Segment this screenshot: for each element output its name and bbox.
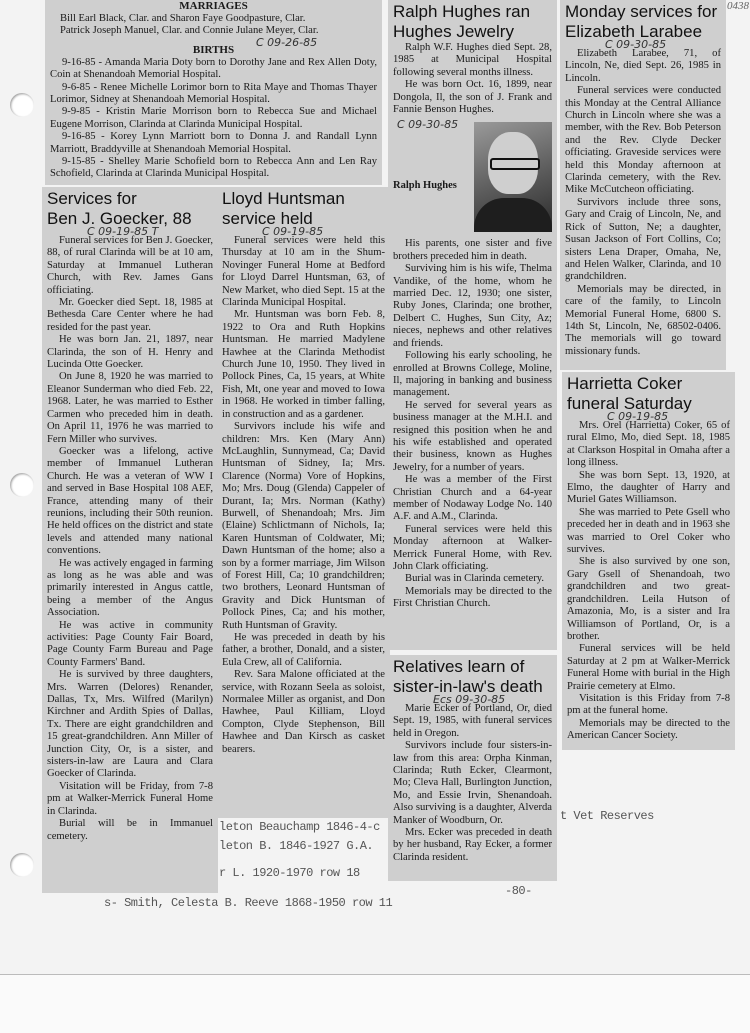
birth-entry: 9-9-85 - Kristin Marie Morrison born to Rebecca Sue and Michael Eugene Morrison, Clarinda at Clarinda Municipal Hospital. bbox=[50, 106, 377, 130]
handwritten-date: C 09-26-85 bbox=[256, 35, 318, 49]
paragraph: Goecker was a lifelong, active member of Immanuel Lutheran Church. He was a veteran of WW I and served in Base Hospital 108 AEF, France, attending many of their reunions, including their 50th reunion. He held offices on the district and state levels and attended many national conventions. bbox=[47, 445, 213, 557]
marriages-heading: MARRIAGES bbox=[179, 0, 248, 12]
punch-hole bbox=[10, 473, 34, 497]
paragraph: Survivors include three sons, Gary and Craig of Lincoln, Ne, and Rick of Sutton, Ne; a daughter, Susan Jackson of Fort Collins, Co; sisters Lena Draper, Omaha, Ne, and Helen Walker, Clarinda, and 10 grandchildren. bbox=[565, 196, 721, 283]
paragraph: On June 8, 1920 he was married to Eleanor Sunderman who died Feb. 22, 1968. Later, he was married to Esther Carmen who preceded him in death. On April 11, 1976 he was married to Fern Miller who survives. bbox=[47, 371, 213, 445]
paragraph: Burial was in Clarinda cemetery. bbox=[405, 573, 545, 585]
punch-hole bbox=[10, 853, 34, 877]
paragraph: He was born Jan. 21, 1897, near Clarinda, the son of H. Henry and Lucinda Otte Goecker. bbox=[47, 334, 213, 371]
paragraph: Funeral services were conducted this Monday at the Central Alliance Church in Lincoln where she was a member, with the Rev. Bob Peterson and the Rev. Clyde Decker officiating. Graveside services were held this Monday afternoon at Clarinda cemetery, with the Rev. Mike McCutcheon officiating. bbox=[565, 85, 721, 196]
birth-entry: 9-6-85 - Renee Michelle Lorimor born to Rita Maye and Thomas Thayer Lorimor, Sidney at Shenandoah Memorial Hospital. bbox=[50, 81, 377, 106]
birth-entry: 9-15-85 - Shelley Marie Schofield born to Rebecca Ann and Len Ray Schofield, Clarinda at Clarinda Municipal Hospital. bbox=[50, 156, 377, 180]
typed-line: leton Beauchamp 1846-4-c bbox=[219, 820, 380, 834]
paragraph: Visitation is this Friday from 7-8 pm at the funeral home. bbox=[567, 692, 730, 717]
paragraph: Survivors include four sisters-in-law from this area: Orpha Kinman, Clarinda; Ruth Ecker, Clearmont, Mo; Cleva Hall, Burlington Junction, Mo, and Essie Irvin, Shenandoah. Also surviving is a daughter, Alverda Manker of Woodburn, Or. bbox=[393, 740, 552, 826]
paragraph: He is survived by three daughters, Mrs. Warren (Delores) Renander, Dallas, Tx, Mrs. Wilfred (Marilyn) Kirchner and Ardith Spies of Dallas, Tx. There are eight grandchildren and 15 great-grandchildren. Ann Miller of Junction City, Or, is a sister, and sisters-in-law are Laura and Clara Goecker of Clarinda. bbox=[47, 669, 213, 780]
photo-block bbox=[393, 118, 552, 236]
headline: Lloyd Huntsman bbox=[222, 189, 345, 208]
typed-line: t Vet Reserves bbox=[560, 809, 654, 823]
paragraph: Elizabeth Larabee, 71, of Lincoln, Ne, died Sept. 26, 1985 in Lincoln. bbox=[565, 48, 721, 84]
paragraph: He was actively engaged in farming as long as he was able and was primarily interested in Angus cattle, being a member of the Angus Association. bbox=[47, 557, 213, 619]
article-body bbox=[567, 420, 730, 743]
paragraph: His parents, one sister and five brothers preceded him in death. bbox=[393, 238, 552, 262]
paragraph: Mrs. Ecker was preceded in death by her husband, Ray Ecker, a former Clarinda resident. bbox=[393, 827, 552, 863]
handwritten-date: C 09-30-85 bbox=[605, 38, 667, 51]
article-huntsman bbox=[217, 187, 390, 818]
paragraph: He was born Oct. 16, 1899, near Dongola, Il, the son of J. Frank and Fannie Benson Hughes. bbox=[393, 79, 552, 116]
headline: Monday services for bbox=[565, 2, 718, 21]
article-body bbox=[565, 48, 721, 358]
paragraph: Visitation will be Friday, from 7-8 pm at Walker-Merrick Funeral Home in Clarinda. bbox=[47, 780, 213, 817]
handwritten-date: C 09-30-85 bbox=[397, 118, 459, 132]
paragraph: He was active in community activities: Page County Fair Board, Page County Farm Bureau and Page County Farmers' Band. bbox=[47, 619, 213, 668]
article-body bbox=[393, 42, 552, 611]
paragraph: Survivors include his wife and children: Mrs. Ken (Mary Ann) McLaughlin, Sunnymead, Ca; David Huntsman of Sidney, Ia; Mrs. Clarence (Norma) Vore of Hopkins, Mo; Mrs. Doug (Glenda) Cappeler of Durant, Ia; Mrs. Norman (Kathy) Burwell, of Shenandoah; Mrs. Jim (Elaine) Schlictmann of Nichols, Ia; Karen Huntsman of Coldwater, Mi; Dawn Huntsman of the home; also a son by a former marriage, Jim Wilson of Forest Hill, Ca; 10 grandchildren; two brothers, Leonard Huntsman of Gravity and Dick Huntsman of Pollock Pines, Ca; and his mother, Ruth Huntsman of Gravity. bbox=[222, 421, 385, 631]
article-goecker bbox=[42, 187, 218, 893]
article-hughes bbox=[388, 0, 557, 650]
article-body bbox=[222, 235, 385, 756]
handwritten-date: C 09-19-85 bbox=[607, 410, 669, 423]
paragraph: Memorials may be directed to the American Cancer Society. bbox=[567, 717, 730, 742]
headline: Hughes Jewelry bbox=[393, 22, 514, 41]
paragraph: Funeral services for Ben J. Goecker, 88, of rural Clarinda will be at 10 am, Saturday at Immanuel Lutheran Church, with Rev. James Gans officiating. bbox=[47, 235, 214, 296]
article-larabee bbox=[560, 0, 726, 370]
paragraph: Funeral services will be held Saturday at 2 pm at Walker-Merrick Funeral Home with burial in the High Prairie cemetery at Elmo. bbox=[567, 643, 730, 692]
photo-glasses bbox=[490, 158, 540, 170]
handwritten-date: Ecs 09-30-85 bbox=[433, 693, 506, 706]
paragraph: Marie Ecker of Portland, Or, died Sept. 19, 1985, with funeral services held in Oregon. bbox=[393, 703, 552, 739]
article-body bbox=[47, 235, 213, 843]
handwritten-date: C 09-19-85 T bbox=[87, 225, 159, 238]
article-coker bbox=[562, 372, 735, 750]
page-number-corner: 0438 bbox=[727, 0, 749, 12]
typed-line: s- Smith, Celesta B. Reeve 1868-1950 row 11 bbox=[104, 896, 393, 910]
births-heading: BIRTHS bbox=[192, 43, 235, 56]
paragraph: Funeral services were held this Monday afternoon at Walker-Merrick Funeral Home, with Rev. John Clark officiating. bbox=[393, 523, 552, 572]
photo-caption: Ralph Hughes bbox=[393, 180, 457, 192]
headline: Elizabeth Larabee bbox=[565, 22, 703, 41]
paragraph: Memorials may be directed, in care of the family, to Lincoln Memorial Funeral Home, 6800 S. 14th St, Lincoln, Ne, 68502-0406. The memorials will go toward missionary funds. bbox=[565, 283, 721, 357]
paragraph: Following his early schooling, he enrolled at Browns College, Moline, Il, majoring in banking and business management. bbox=[393, 350, 552, 399]
marriage-entry: Patrick Joseph Manuel, Clar. and Connie Julane Meyer, Clar. bbox=[60, 25, 319, 37]
paragraph: Funeral services were held this Thursday at 10 am in the Shum-Novinger Funeral Home at Bedford for Lloyd Darrel Huntsman, 63, of New Market, who died Sept. 15 at the Clarinda Municipal Hospital. bbox=[222, 235, 385, 309]
punch-hole bbox=[10, 93, 34, 117]
headline: sister-in-law's death bbox=[393, 677, 543, 696]
headline: funeral Saturday bbox=[567, 394, 692, 413]
handwritten-date: C 09-19-85 bbox=[262, 225, 324, 238]
headline: service held bbox=[222, 209, 313, 228]
paragraph: Surviving him is his wife, Thelma Vandike, of the home, whom he married Dec. 12, 1930; one sister, Ruby Jones, Clarinda; one brother, Delbert C. Hughes, Sun City, Az; nieces, nephews and other relatives and friends. bbox=[393, 263, 552, 349]
paragraph: Rev. Sara Malone officiated at the service, with Rozann Seela as soloist, Normalee Miller as organist, and Don Hawhee, Paul Killiam, Lloyd Compton, Clyde Stephenson, Bill Hawhee and Dan Kirsch as casket bearers. bbox=[222, 669, 385, 755]
paragraph: He was a member of the First Christian Church and a 64-year member of Nodaway Lodge No. 140 A.F. and A.M., Clarinda. bbox=[393, 474, 552, 523]
paragraph: Mr. Huntsman was born Feb. 8, 1922 to Ora and Ruth Hopkins Huntsman. He married Madylene Hawhee at the Clarinda Methodist Church June 10, 1950. They lived in Pollock Pines, Ca, 15 years, at White Fish, Mt, one year and moved to Iowa in 1968. He worked in timber falling, in construction and as a gardener. bbox=[222, 309, 385, 420]
article-body bbox=[393, 703, 552, 864]
paragraph: Memorials may be directed to the First Christian Church. bbox=[393, 585, 552, 610]
headline: Ralph Hughes ran bbox=[393, 2, 531, 21]
photo-suit bbox=[474, 198, 552, 232]
paragraph: Ralph W.F. Hughes died Sept. 28, 1985 at Municipal Hospital following several months illness. bbox=[393, 42, 552, 78]
portrait-photo bbox=[474, 122, 552, 232]
births-marriages-clipping bbox=[45, 0, 382, 185]
birth-entry: 9-16-85 - Korey Lynn Marriott born to Donna J. and Randall Lynn Marriott, Braddyville at Shenandoah Memorial Hospital. bbox=[50, 131, 377, 155]
paragraph: Burial will be in Immanuel cemetery. bbox=[47, 818, 213, 842]
paragraph: He served for several years as business manager at the M.H.I. and resigned this position when he and his wife established and operated their business, known as Hughes Jewelry, for a number of years. bbox=[393, 399, 552, 473]
paragraph: She was born Sept. 13, 1920, at Elmo, the daughter of Harry and Muriel Gates Williamson. bbox=[567, 469, 730, 506]
paragraph: Mr. Goecker died Sept. 18, 1985 at Bethesda Care Center where he had resided for the past year. bbox=[47, 297, 213, 333]
paragraph: She was married to Pete Gsell who preceded her in death and in 1963 she was married to Orel Coker who survives. bbox=[567, 506, 730, 556]
headline: Harrietta Coker bbox=[567, 374, 683, 393]
birth-entry: 9-16-85 - Amanda Maria Doty born to Dorothy Jane and Rex Allen Doty, Coin at Shenandoah Memorial Hospital. bbox=[50, 56, 377, 81]
paragraph: He was preceded in death by his father, a brother, Donald, and a sister, Eula Crew, all of California. bbox=[222, 632, 385, 668]
typed-line: r L. 1920-1970 row 18 bbox=[219, 866, 360, 880]
paragraph: She is also survived by one son, Gary Gsell of Shenandoah, two grandchildren and two great-grandchildren. Leila Hutson of Amazonia, Mo, is a sister and Ira Williamson of Portland, Or, is a brother. bbox=[567, 556, 730, 642]
article-ecker bbox=[388, 655, 557, 881]
lower-paper bbox=[0, 975, 750, 1033]
paragraph: Mrs. Orel (Harrietta) Coker, 65 of rural Elmo, Mo, died Sept. 18, 1985 at Clarkson Hospital in Omaha after a long illness. bbox=[567, 420, 730, 469]
headline: Relatives learn of bbox=[393, 657, 525, 676]
headline: Services for bbox=[47, 189, 137, 208]
marriage-entry: Bill Earl Black, Clar. and Sharon Faye Goodpasture, Clar. bbox=[60, 13, 306, 24]
typed-line: -80- bbox=[505, 884, 532, 898]
headline: Ben J. Goecker, 88 bbox=[47, 209, 192, 228]
typed-line: leton B. 1846-1927 G.A. bbox=[219, 839, 374, 853]
